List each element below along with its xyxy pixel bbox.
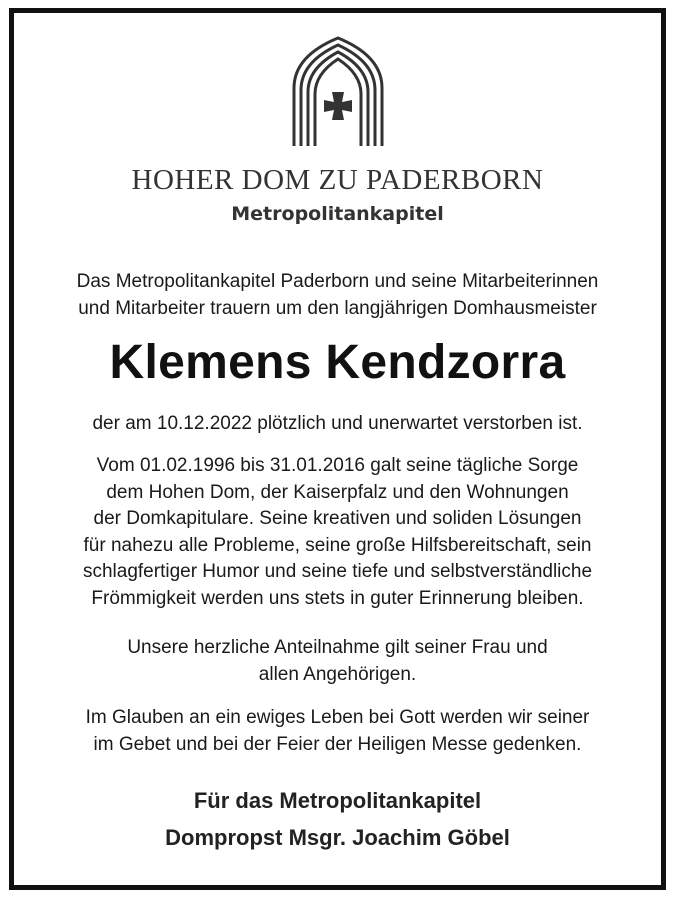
text-line: für nahezu alle Probleme, seine große Hilfsbereitschaft, sein — [83, 534, 592, 556]
text-line: allen Angehörigen. — [258, 664, 417, 685]
death-notice-line: der am 10.12.2022 plötzlich und unerwartet verstorben ist. — [92, 413, 583, 434]
cathedral-window-cross-icon — [291, 36, 385, 148]
logo — [0, 36, 675, 148]
text-line: im Gebet und bei der Feier der Heiligen Messe gedenken. — [93, 734, 582, 755]
text-line: Im Glauben an ein ewiges Leben bei Gott werden wir seiner — [85, 707, 590, 728]
tribute-paragraph — [0, 453, 675, 612]
signature-name: Dompropst Msgr. Joachim Göbel — [165, 825, 510, 850]
text-line: Das Metropolitankapitel Paderborn und seine Mitarbeiterinnen — [76, 271, 599, 292]
condolence-paragraph — [0, 634, 675, 688]
organization-subtitle: Metropolitankapitel — [231, 203, 444, 225]
text-line: schlagfertiger Humor und seine tiefe und selbstverständliche — [82, 561, 593, 582]
text-line: Frömmigkeit werden uns stets in guter Erinnerung bleiben. — [91, 587, 584, 609]
intro-paragraph — [0, 268, 675, 322]
signature-organization: Für das Metropolitankapitel — [193, 788, 482, 813]
text-line: der Domkapitulare. Seine kreativen und soliden Lösungen — [93, 508, 582, 529]
text-line: und Mitarbeiter trauern um den langjährigen Domhausmeister — [78, 298, 597, 319]
faith-paragraph — [0, 704, 675, 758]
text-line: dem Hohen Dom, der Kaiserpfalz und den Wohnungen — [106, 481, 569, 503]
text-line: Unsere herzliche Anteilnahme gilt seiner Frau und — [127, 637, 548, 658]
organization-title: HOHER DOM ZU PADERBORN — [131, 164, 544, 196]
text-line: Vom 01.02.1996 bis 31.01.2016 galt seine tägliche Sorge — [96, 455, 579, 476]
deceased-name: Klemens Kendzorra — [109, 336, 566, 389]
